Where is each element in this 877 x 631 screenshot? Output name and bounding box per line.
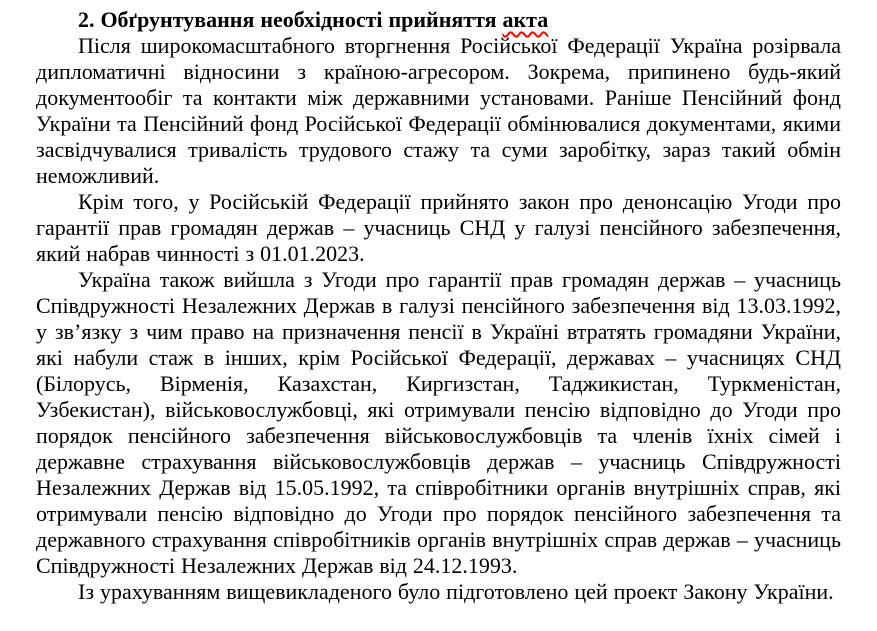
paragraph-3: Україна також вийшла з Угоди про гарантії прав громадян держав – учасниць Співдружності Незалежних Держав в галузі пенсійного забезпечення від 13.03.1992, у зв’язку з чим право на призначення пенсії в Україні втратять громадяни України, які набули стаж в інших, крім Російської Федерації, державах – учасницях СНД (Білорусь, Вірменія, Казахстан, Киргизстан, Таджикистан, Туркменістан, Узбекистан), військовослужбовці, які отримували пенсію відповідно до Угоди про порядок пенсійного забезпечення військовослужбовців та членів їхніх сімей і державне страхування військовослужбовців держав – учасниць Співдружності Незалежних Держав від 15.05.1992, та співробітники органів внутрішніх справ, які отримували пенсію відповідно до Угоди про порядок пенсійного забезпечення та державного страхування співробітників органів внутрішніх справ держав – учасниць Співдружності Незалежних Держав від 24.12.1993. [36, 267, 841, 578]
misspelled-word-spellcheck-underline: акта [502, 7, 549, 32]
section-heading-text: 2. Обґрунтування необхідності прийняття [78, 7, 503, 32]
paragraph-4: Із урахуванням вищевикладеного було підготовлено цей проект Закону України. [78, 579, 834, 604]
paragraph-2: Крім того, у Російській Федерації прийнято закон про денонсацію Угоди про гарантії прав громадян держав – учасниць СНД у галузі пенсійного забезпечення, який набрав чинності з 01.01.2023. [36, 189, 841, 266]
section-heading [36, 7, 841, 33]
paragraph-1: Після широкомасштабного вторгнення Російської Федерації Україна розірвала дипломатичні відносини з країною-агресором. Зокрема, припинено будь-який документообіг та контакти між державними установами. Раніше Пенсійний фонд України та Пенсійний фонд Російської Федерації обмінювалися документами, якими засвідчувалися тривалість трудового стажу та суми заробітку, зараз такий обмін неможливий. [36, 33, 841, 188]
